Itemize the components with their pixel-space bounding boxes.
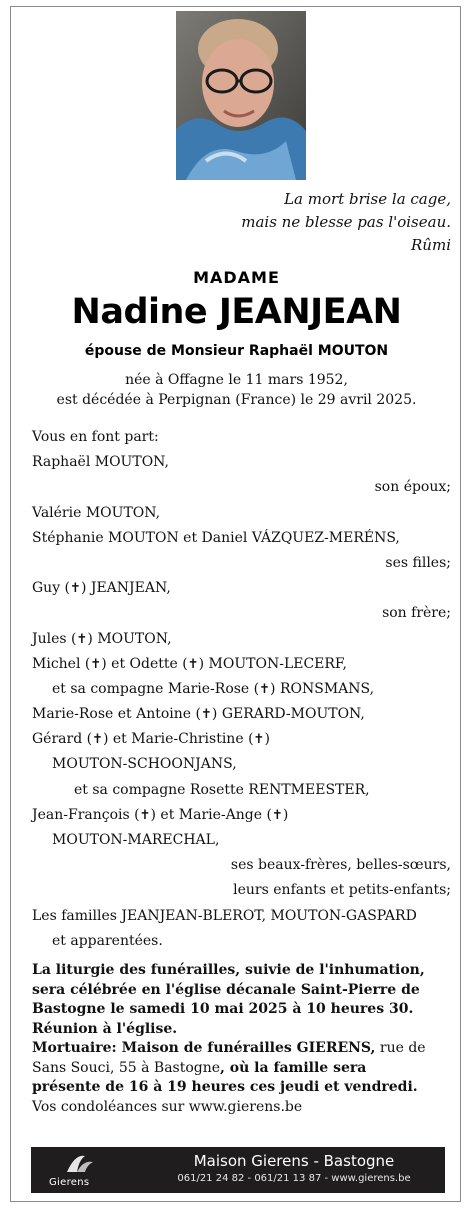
family-line: et sa compagne Rosette RENTMEESTER,: [74, 781, 370, 798]
family-line: [32, 627, 451, 652]
gierens-logo: [37, 1150, 115, 1190]
death-line: est décédée à Perpignan (France) le 29 avril 2025.: [56, 392, 417, 408]
text: Jules (: [32, 630, 77, 647]
portrait-photo: [176, 11, 306, 180]
deceased-name: Nadine JEANJEAN: [71, 292, 402, 332]
family-line: Stéphanie MOUTON et Daniel VÁZQUEZ-MERÉNS,: [32, 529, 400, 546]
funeral-home-banner: [31, 1147, 445, 1193]
text: Guy (: [32, 580, 71, 597]
text: , où la famille sera: [220, 1059, 367, 1076]
text: ) JEANJEAN,: [80, 580, 171, 597]
banner-title: Maison Gierens - Bastogne: [193, 1152, 395, 1170]
cross-icon: ✝: [187, 656, 199, 672]
mortuary-line: [32, 1039, 454, 1059]
text: Jean-François (: [32, 806, 140, 823]
family-relation: ses filles;: [385, 554, 451, 571]
family-line: Les familles JEANJEAN-BLEROT, MOUTON-GASPARD: [32, 907, 417, 924]
cross-icon: ✝: [90, 656, 102, 672]
text: ) MOUTON,: [87, 630, 172, 647]
quote-author: Rûmi: [411, 236, 451, 254]
family-line: [32, 702, 451, 727]
text: ) GERARD-MOUTON,: [211, 706, 365, 723]
ceremony-line: Bastogne le samedi 10 mai 2025 à 10 heures 30.: [32, 1001, 414, 1017]
family-line: Raphaël MOUTON,: [32, 454, 169, 471]
cross-icon: ✝: [201, 707, 212, 723]
text: Marie-Rose et Antoine (: [32, 706, 201, 723]
birth-death-info: [0, 370, 473, 410]
ceremony-info: [32, 961, 454, 1117]
condolences-line: Vos condoléances sur www.gierens.be: [32, 1098, 303, 1115]
family-relation: son frère;: [382, 605, 451, 622]
text: rue de: [375, 1040, 426, 1056]
ceremony-line: présente de 16 à 19 heures ces jeudi et vendredi.: [32, 1079, 418, 1095]
family-line: Valérie MOUTON,: [32, 504, 161, 521]
family-line: [32, 803, 451, 828]
logo-text: Gierens: [49, 1177, 90, 1188]
family-intro: Vous en font part:: [32, 429, 159, 445]
cross-icon: ✝: [139, 807, 151, 823]
quote-block: [241, 188, 451, 257]
text: Michel (: [32, 655, 91, 672]
text: Sans Souci, 55 à Bastogne: [32, 1059, 221, 1076]
birth-line: née à Offagne le 11 mars 1952,: [125, 372, 348, 388]
text: ) et Odette (: [101, 655, 188, 672]
text: ) RONSMANS,: [270, 680, 375, 697]
cross-icon: ✝: [253, 732, 265, 748]
text: ) et Marie-Christine (: [102, 731, 254, 748]
family-line: [32, 727, 451, 752]
text: Gérard (: [32, 731, 93, 748]
family-list: [32, 425, 451, 954]
quote-line: La mort brise la cage,: [284, 190, 451, 208]
honorific: MADAME: [193, 268, 280, 287]
cross-icon: ✝: [76, 631, 88, 647]
family-line: [32, 677, 451, 702]
quote-line: mais ne blesse pas l'oiseau.: [241, 213, 451, 231]
family-line: MOUTON-MARECHAL,: [52, 832, 220, 848]
ceremony-line: Réunion à l'église.: [32, 1020, 178, 1037]
mortuary-line: [32, 1059, 454, 1079]
cross-icon: ✝: [92, 732, 103, 748]
text: ) MOUTON-LECERF,: [198, 655, 347, 672]
banner-contact: 061/21 24 82 - 061/21 13 87 - www.gierens.be: [177, 1173, 411, 1184]
text: ): [282, 806, 289, 823]
family-line: et apparentées.: [52, 932, 163, 949]
spouse-line: épouse de Monsieur Raphaël MOUTON: [84, 343, 389, 359]
family-line: [32, 652, 451, 677]
family-line: [32, 576, 451, 601]
ceremony-line: La liturgie des funérailles, suivie de l'inhumation,: [32, 962, 425, 978]
text: et sa compagne Marie-Rose (: [52, 680, 260, 697]
family-line: MOUTON-SCHOONJANS,: [52, 756, 237, 773]
family-relation: ses beaux-frères, belles-sœurs,: [230, 857, 451, 874]
text: ): [264, 731, 270, 748]
cross-icon: ✝: [70, 581, 81, 597]
cross-icon: ✝: [271, 807, 283, 823]
text: ) et Marie-Ange (: [150, 806, 272, 823]
family-relation: son époux;: [374, 479, 451, 496]
text: Mortuaire: Maison de funérailles GIERENS,: [32, 1040, 376, 1056]
ceremony-line: sera célébrée en l'église décanale Saint-Pierre de: [32, 981, 420, 998]
cross-icon: ✝: [259, 681, 271, 697]
family-relation: leurs enfants et petits-enfants;: [233, 882, 451, 899]
